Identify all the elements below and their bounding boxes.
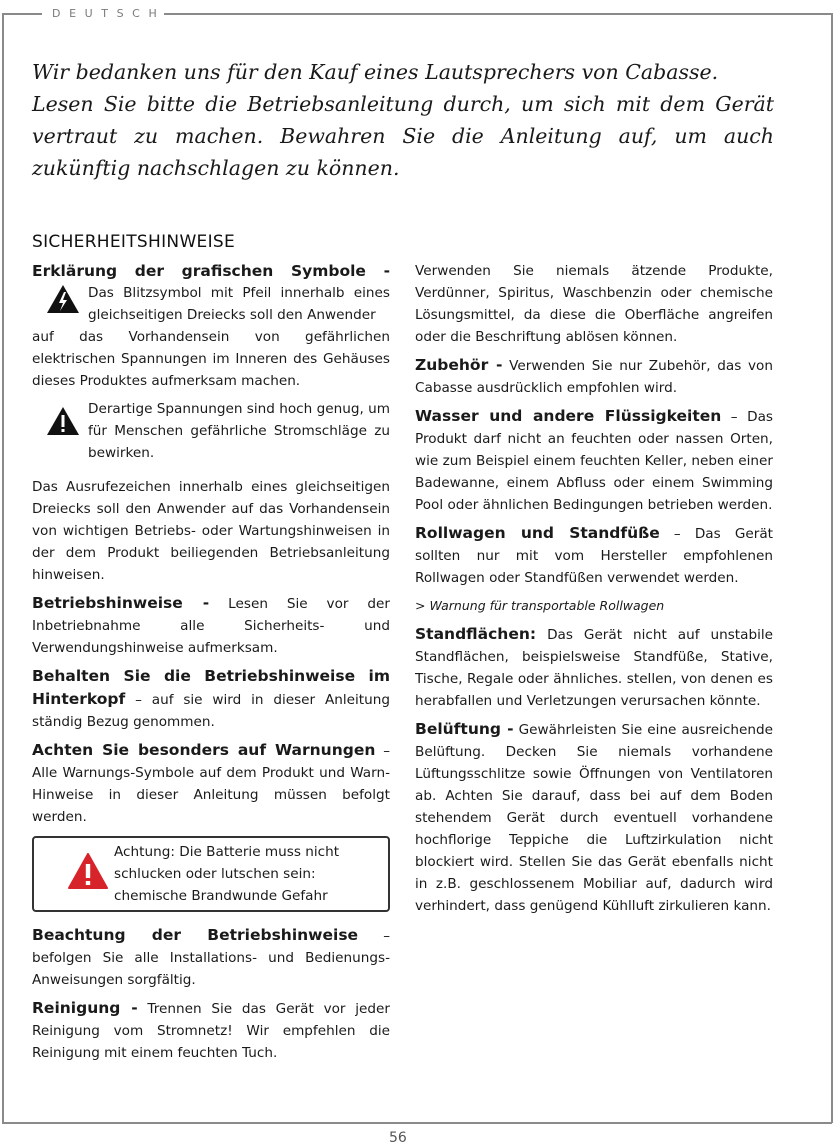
intro-line-2: Lesen Sie bitte die Betriebsanleitung durch, um sich mit dem Gerät vertraut zu machen. Bewahren Sie die Anleitung auf, um auch zukünftig nachschlagen zu können. [32, 92, 774, 180]
standflaechen-text: Das Gerät nicht auf unstabile Standflächen, beispielsweise Standfüße, Stative, Tische, Regale oder ähnliches. stellen, von denen es herabfallen und Verletzungen verursachen könnte. [415, 627, 773, 709]
page-number: 56 [389, 1130, 407, 1146]
wasser-text: – Das Produkt darf nicht an feuchten oder nassen Orten, wie zum Beispiel einem feuchten Keller, neben einer Badewanne, einem Abfluss oder einem Swimming Pool oder ähnlichen Bedingungen betrieben werden. [415, 409, 773, 513]
intro-text [32, 56, 774, 184]
symbols-heading: Erklärung der grafischen Symbole - [32, 262, 390, 280]
behalten-text: – auf sie wird in dieser Anleitung ständig Bezug genommen. [32, 692, 390, 730]
frame-line-top-left [2, 13, 42, 15]
intro-line-1: Wir bedanken uns für den Kauf eines Lautsprechers von Cabasse. [32, 60, 719, 84]
exclamation-text: Derartige Spannungen sind hoch genug, um für Menschen gefährliche Stromschläge zu bewirken. [88, 401, 390, 461]
standflaechen-heading: Standflächen: [415, 625, 537, 643]
exclamation-row [32, 398, 390, 464]
beachtung-paragraph [32, 924, 390, 991]
frame-line-bottom [2, 1122, 832, 1124]
rollwagen-text: – Das Gerät sollten nur mit vom Hersteller empfohlenen Rollwagen oder Standfüßen verwendet werden. [415, 526, 773, 586]
lightning-continuation: auf das Vorhandensein von gefährlichen elektrischen Spannungen im Inneren des Gehäuses dieses Produktes aufmerksam machen. [32, 329, 390, 389]
frame-line-left [2, 13, 4, 1123]
battery-warning-box [32, 836, 390, 912]
lightning-text: Das Blitzsymbol mit Pfeil innerhalb eines gleichseitigen Dreiecks soll den Anwender [88, 285, 390, 323]
reinigung-heading: Reinigung - [32, 999, 138, 1017]
wasser-paragraph [415, 405, 773, 516]
rollwagen-note: > Warnung für transportable Rollwagen [415, 598, 665, 613]
left-column [32, 260, 390, 1070]
beachtung-text: – befolgen Sie alle Installations- und Bedienungs-Anweisungen sorgfältig. [32, 928, 390, 988]
lightning-warning-icon [32, 282, 88, 321]
standflaechen-paragraph [415, 623, 773, 712]
achten-paragraph [32, 739, 390, 828]
verwenden-paragraph: Verwenden Sie niemals ätzende Produkte, Verdünner, Spiritus, Waschbenzin oder chemische Lösungsmittel, da diese die Oberfläche angreifen oder die Beschriftung ablösen können. [415, 263, 773, 345]
belueftung-heading: Belüftung - [415, 720, 514, 738]
betrieb-text: Lesen Sie vor der Inbetriebnahme alle Sicherheits- und Verwendungshinweise aufmerksam. [32, 596, 391, 656]
betrieb-heading: Betriebshinweise - [32, 594, 210, 612]
zubehoer-heading: Zubehör - [415, 356, 503, 374]
achten-heading: Achten Sie besonders auf Warnungen [32, 741, 376, 759]
frame-line-top-right [164, 13, 832, 15]
battery-warning-text: Achtung: Die Batterie muss nicht schlucken oder lutschen sein: chemische Brandwunde Gefahr [114, 844, 340, 904]
wasser-heading: Wasser und andere Flüssigkeiten [415, 407, 722, 425]
betrieb-paragraph [32, 592, 390, 659]
rollwagen-paragraph [415, 522, 773, 589]
language-label: DEUTSCH [52, 7, 166, 20]
belueftung-paragraph [415, 718, 773, 917]
belueftung-text: Gewährleisten Sie eine ausreichende Belüftung. Decken Sie niemals vorhandene Lüftungsschlitze sowie Öffnungen von Ventilatoren ab. Achten Sie darauf, dass bei auf dem Boden stehendem Gerät durch eventuell vorhandene hochflorige Teppiche die Luftzirkulation nicht blockiert wird. Stellen Sie das Gerät ebenfalls nicht in z.B. geschlossenem Mobiliar auf, dadurch wird verhindert, dass genügend Kühlluft zirkulieren kann. [415, 722, 773, 914]
battery-warning-icon [42, 853, 114, 896]
exclamation-warning-icon [32, 398, 88, 443]
right-column [415, 260, 773, 923]
reinigung-text: Trennen Sie das Gerät vor jeder Reinigung vom Stromnetz! Wir empfehlen die Reinigung mit einem feuchten Tuch. [32, 1001, 390, 1061]
achten-text: – Alle Warnungs-Symbole auf dem Produkt und Warn-Hinweise in dieser Anleitung müssen befolgt werden. [32, 743, 390, 825]
beachtung-heading: Beachtung der Betriebshinweise [32, 926, 359, 944]
exclamation-paragraph: Das Ausrufezeichen innerhalb eines gleichseitigen Dreiecks soll den Anwender auf das Vorhandensein von wichtigen Betriebs- oder Wartungshinweisen in der dem Produkt beiliegenden Betriebsanleitung hinweisen. [32, 479, 390, 583]
zubehoer-text: Verwenden Sie nur Zubehör, das von Cabasse ausdrücklich empfohlen wird. [415, 358, 773, 396]
rollwagen-heading: Rollwagen und Standfüße [415, 524, 660, 542]
lightning-row [32, 282, 390, 326]
frame-line-right [831, 13, 833, 1123]
behalten-paragraph [32, 665, 390, 733]
section-title: SICHERHEITSHINWEISE [32, 232, 236, 252]
behalten-heading: Behalten Sie die Betriebshinweise im Hinterkopf [32, 667, 390, 708]
reinigung-paragraph [32, 997, 390, 1064]
zubehoer-paragraph [415, 354, 773, 399]
